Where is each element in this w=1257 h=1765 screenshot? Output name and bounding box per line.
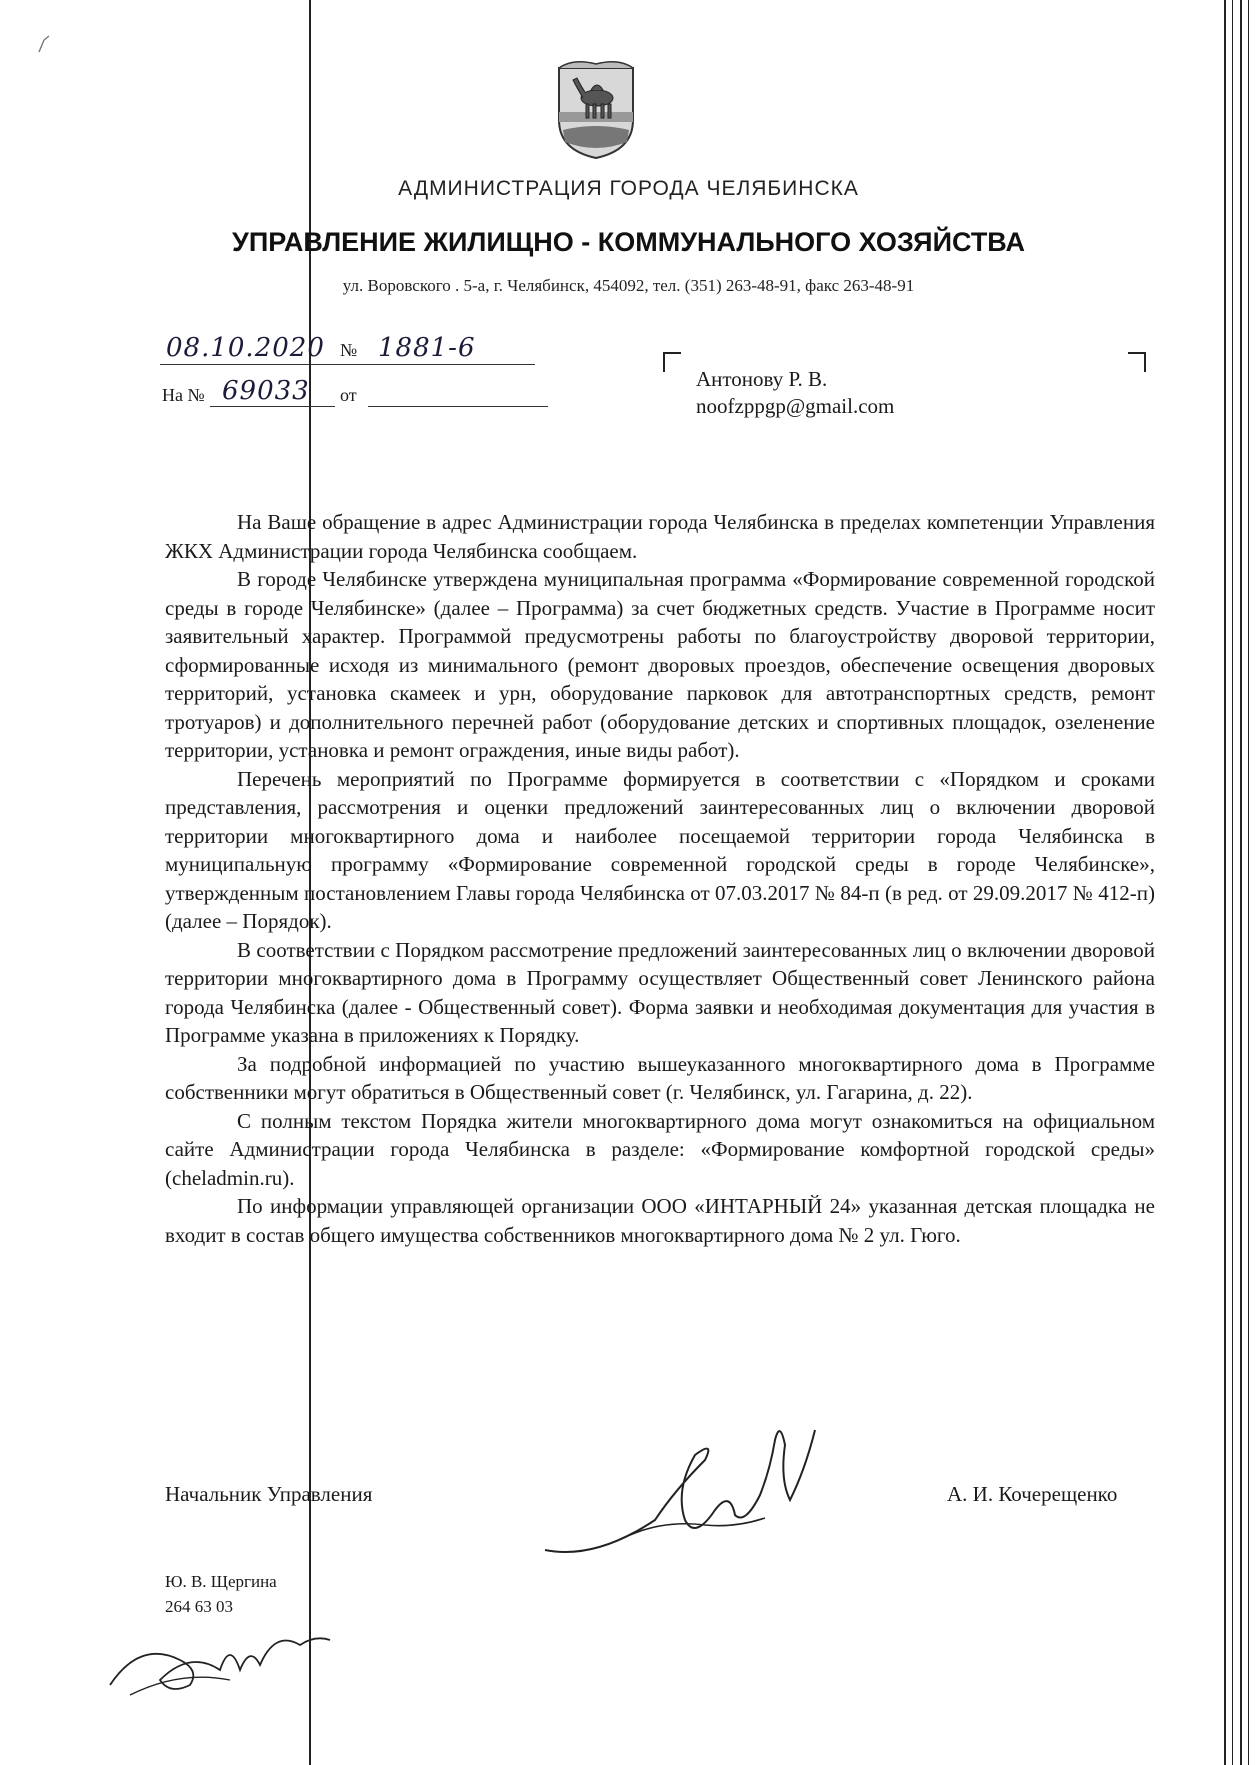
admin-title: АДМИНИСТРАЦИЯ ГОРОДА ЧЕЛЯБИНСКА	[398, 177, 859, 200]
body-paragraph: В городе Челябинске утверждена муниципальная программа «Формирование современной городской среды в городе Челябинске» (далее – Программа) за счет бюджетных средств. Участие в Программе носит заявительный характер. Программой предусмотрены работы по благоустройству дворовой территории, сформированные исходя из минимального (ремонт дворовых проездов, обеспечение освещения дворовых территорий, установка скамеек и урн, оборудование парковок для автотранспортных средств, ремонт тротуаров) и дополнительного перечней работ (оборудование детских и спортивных площадок, озеленение территории, установка и ремонт ограждения, иные виды работ).	[165, 567, 1155, 762]
signatory-title: Начальник Управления	[165, 1482, 373, 1506]
coat-of-arms-icon	[553, 58, 639, 160]
outgoing-number: 1881-6	[378, 333, 476, 363]
signatory-name: А. И. Кочерещенко	[947, 1482, 1118, 1506]
scan-artifact-line	[1232, 0, 1233, 1765]
incoming-number-label: На №	[162, 385, 205, 405]
letter-body	[165, 508, 1155, 1249]
recipient-bracket-left	[663, 352, 681, 372]
executor-phone: 264 63 03	[165, 1597, 233, 1616]
recipient-name: Антонову Р. В.	[696, 367, 828, 391]
outgoing-underline	[160, 364, 535, 365]
handwritten-signature-icon	[535, 1400, 825, 1570]
scan-artifact-line	[1224, 0, 1226, 1765]
recipient-email: noofzppgp@gmail.com	[696, 394, 895, 418]
incoming-from-label: от	[340, 385, 357, 405]
incoming-number: 69033	[222, 376, 310, 406]
executor-name: Ю. В. Щергина	[165, 1572, 277, 1591]
body-paragraph: По информации управляющей организации ООО «ИНТАРНЫЙ 24» указанная детская площадка не входит в состав общего имущества собственников многоквартирного дома № 2 ул. Гюго.	[165, 1194, 1155, 1247]
body-paragraph: За подробной информацией по участию вышеуказанного многоквартирного дома в Программе собственники могут обратиться в Общественный совет (г. Челябинск, ул. Гагарина, д. 22).	[165, 1051, 1155, 1104]
scan-artifact-line	[1240, 0, 1242, 1765]
incoming-underline	[210, 406, 335, 407]
outgoing-number-label: №	[340, 340, 358, 360]
incoming-from-blank	[368, 406, 548, 407]
department-title: УПРАВЛЕНИЕ ЖИЛИЩНО - КОММУНАЛЬНОГО ХОЗЯЙСТВА	[232, 227, 1025, 257]
stray-mark-icon	[35, 34, 53, 54]
handwritten-initials-icon	[100, 1600, 340, 1700]
body-paragraph: С полным текстом Порядка жители многоквартирного дома могут ознакомиться на официальном сайте Администрации города Челябинска в разделе: «Формирование комфортной городской среды» (cheladmin.ru).	[165, 1108, 1155, 1190]
scan-artifact-line	[1248, 0, 1249, 1765]
body-paragraph: В соответствии с Порядком рассмотрение предложений заинтересованных лиц о включении дворовой территории многоквартирного дома в Программу осуществляет Общественный совет Ленинского района города Челябинска (далее - Общественный совет). Форма заявки и необходимая документация для участия в Программе указана в приложениях к Порядку.	[165, 937, 1155, 1047]
department-address: ул. Воровского . 5-а, г. Челябинск, 454092, тел. (351) 263-48-91, факс 263-48-91	[342, 276, 915, 295]
recipient-bracket-right	[1128, 352, 1146, 372]
body-paragraph: На Ваше обращение в адрес Администрации города Челябинска в пределах компетенции Управления ЖКХ Администрации города Челябинска сообщаем.	[165, 510, 1155, 563]
body-paragraph: Перечень мероприятий по Программе формируется в соответствии с «Порядком и сроками представления, рассмотрения и оценки предложений заинтересованных лиц о включении дворовой территории многоквартирного дома и наиболее посещаемой территории города Челябинска в муниципальную программу «Формирование современной городской среды в городе Челябинске», утвержденным постановлением Главы города Челябинска от 07.03.2017 № 84-п (в ред. от 29.09.2017 № 412-п) (далее – Порядок).	[165, 766, 1155, 933]
outgoing-date: 08.10.2020	[166, 333, 325, 363]
